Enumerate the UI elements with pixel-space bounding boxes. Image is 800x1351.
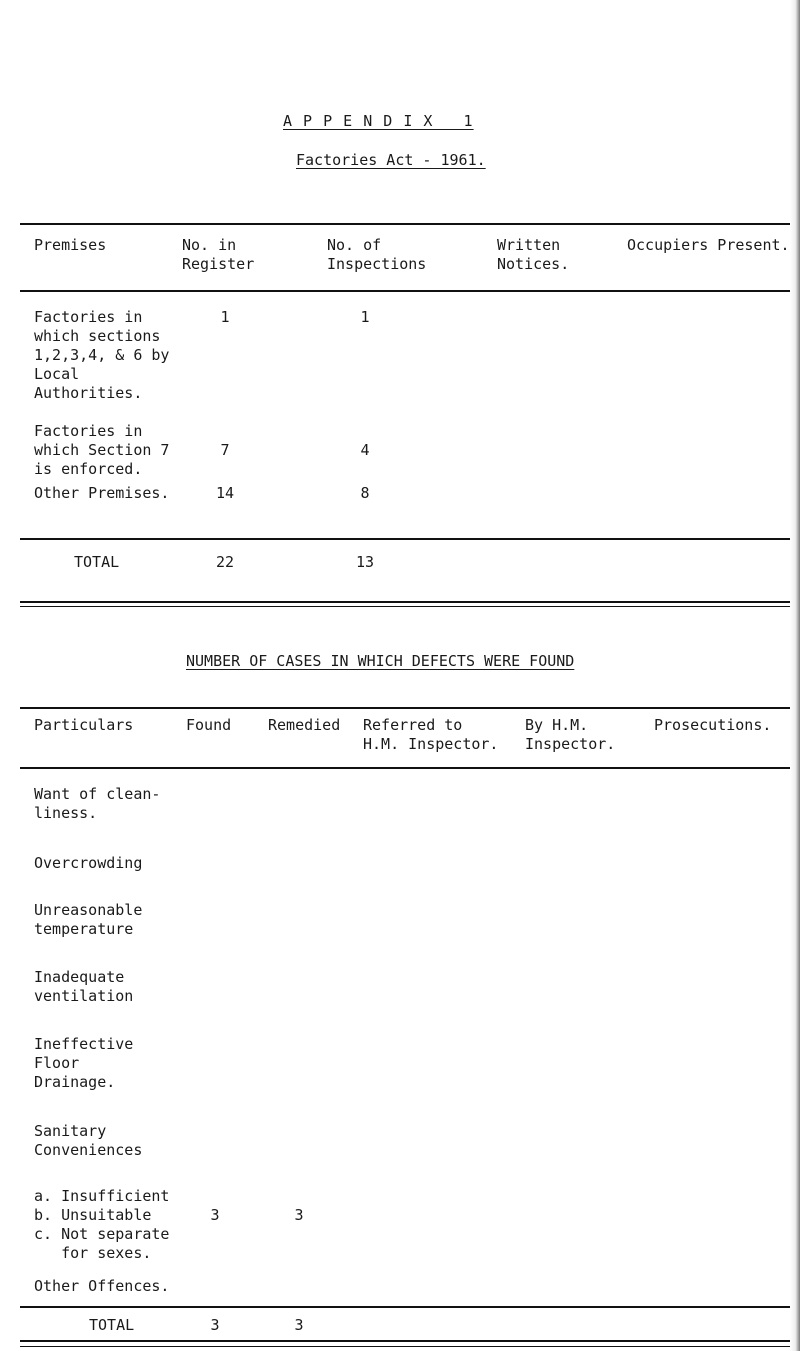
defects-total-label: TOTAL	[89, 1316, 135, 1334]
table1-total-rule	[20, 538, 792, 540]
total-label: TOTAL	[74, 553, 120, 571]
col-header-register: No. in Register	[182, 236, 255, 273]
defect-row-remedied-value: 3	[294, 1206, 304, 1224]
defect-row-label: a. Insufficient b. Unsuitable c. Not separate for sexes.	[34, 1187, 170, 1262]
row-inspections-value: 1	[360, 308, 370, 326]
row-register-value: 7	[220, 441, 230, 459]
col-header-particulars: Particulars	[34, 716, 134, 734]
defect-row-label: Want of clean- liness.	[34, 785, 161, 822]
table1-bottom-rule	[20, 601, 792, 603]
table2-bottom-rule	[20, 1340, 792, 1342]
page-edge-shadow	[790, 0, 800, 1351]
defect-row-label: Inadequate ventilation	[34, 968, 134, 1005]
row-inspections-value: 8	[360, 484, 370, 502]
table2-total-rule	[20, 1306, 792, 1308]
col-header-remedied: Remedied	[268, 716, 341, 734]
defects-title: NUMBER OF CASES IN WHICH DEFECTS WERE FOUND	[186, 652, 575, 670]
defect-row-label: Ineffective Floor Drainage.	[34, 1035, 134, 1091]
col-header-premises: Premises	[34, 236, 107, 254]
row-register-value: 1	[220, 308, 230, 326]
row-label: Factories in which sections 1,2,3,4, & 6 by Local Authorities.	[34, 308, 170, 402]
col-header-prosecutions: Prosecutions.	[654, 716, 772, 734]
table1-header-rule	[20, 290, 792, 292]
row-inspections-value: 4	[360, 441, 370, 459]
col-header-by-hm: By H.M. Inspector.	[525, 716, 616, 753]
appendix-title: A P P E N D I X 1	[283, 112, 474, 130]
row-register-value: 14	[215, 484, 235, 502]
col-header-notices: Written Notices.	[497, 236, 570, 273]
row-label: Factories in which Section 7 is enforced.	[34, 422, 170, 478]
table2-header-rule	[20, 767, 792, 769]
defect-row-label: Sanitary Conveniences	[34, 1122, 143, 1159]
defect-row-found-value: 3	[210, 1206, 220, 1224]
col-header-occupiers: Occupiers Present.	[627, 236, 790, 254]
total-inspections-value: 13	[355, 553, 375, 571]
defect-row-label: Unreasonable temperature	[34, 901, 143, 938]
page-subtitle: Factories Act - 1961.	[296, 151, 486, 169]
table1-top-rule	[20, 223, 792, 225]
defects-total-found-value: 3	[210, 1316, 220, 1334]
defect-row-label: Overcrowding	[34, 854, 143, 872]
col-header-found: Found	[186, 716, 232, 734]
table2-top-rule	[20, 707, 792, 709]
row-label: Other Premises.	[34, 484, 170, 502]
col-header-referred: Referred to H.M. Inspector.	[363, 716, 499, 753]
table2-bottom-rule-double	[20, 1346, 792, 1347]
defects-total-remedied-value: 3	[294, 1316, 304, 1334]
total-register-value: 22	[215, 553, 235, 571]
defect-row-label: Other Offences.	[34, 1277, 170, 1295]
table1-bottom-rule-double	[20, 606, 792, 607]
col-header-inspections: No. of Inspections	[327, 236, 427, 273]
